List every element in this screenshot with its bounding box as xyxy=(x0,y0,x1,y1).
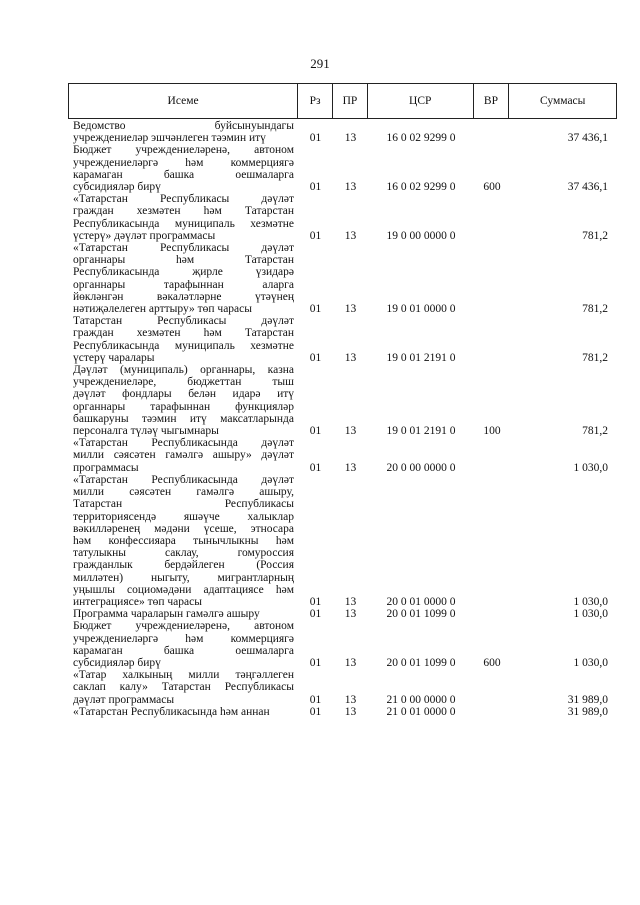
row-pr: 13 xyxy=(344,608,357,621)
row-name-line: субсидияләр бирү xyxy=(73,656,161,669)
row-sum: 1 030,0 xyxy=(573,656,608,669)
table-row xyxy=(68,437,617,474)
row-sum: 781,2 xyxy=(582,425,608,438)
row-rz: 01 xyxy=(309,705,322,718)
row-name-line: Республикасында җирле үзидарә xyxy=(73,266,294,279)
row-vr: 600 xyxy=(483,656,501,669)
row-name-line: саклап калу» Татарстан Республикасы xyxy=(73,681,294,694)
row-name-line: дәүләт программасы xyxy=(73,693,175,706)
row-name-line: нәтиҗәлелеген арттыру» төп чарасы xyxy=(73,303,252,316)
table-row xyxy=(68,315,617,364)
table-row xyxy=(68,120,617,144)
row-name-line: гражданлык бердәйлеген (Россия xyxy=(73,559,294,572)
row-name xyxy=(68,144,298,193)
row-name-line: «Татарстан Республикасында һәм аннан xyxy=(73,705,270,718)
row-name-line: Бюджет учреждениеләренә, автоном xyxy=(73,144,294,157)
row-csr: 20 0 01 1099 0 xyxy=(386,656,456,669)
row-name-line: Дәүләт (муниципаль) органнары, казна xyxy=(73,364,294,377)
table-row xyxy=(68,474,617,608)
table-row xyxy=(68,242,617,315)
row-rz: 01 xyxy=(309,425,322,438)
row-name-line: вәкилләренең мәдәни үсеше, этносара xyxy=(73,522,294,535)
row-rz: 01 xyxy=(309,181,322,194)
row-vr: 100 xyxy=(483,425,501,438)
row-sum: 781,2 xyxy=(582,351,608,364)
row-name-line: йөкләнгән вәкаләтләрне үтәүнең xyxy=(73,290,294,303)
row-name xyxy=(68,669,298,706)
row-sum: 1 030,0 xyxy=(573,608,608,621)
row-csr: 19 0 01 0000 0 xyxy=(386,303,456,316)
row-name xyxy=(68,706,298,718)
row-sum: 1 030,0 xyxy=(573,595,608,608)
row-name xyxy=(68,315,298,364)
row-name-line: граждан хезмәтен һәм Татарстан xyxy=(73,205,294,218)
row-name-line: уңышлы социомәдәни адаптациясе һәм xyxy=(73,583,294,596)
row-rz: 01 xyxy=(309,595,322,608)
row-name xyxy=(68,474,298,608)
header-sum: Суммасы xyxy=(539,95,586,107)
row-name-line: органнары һәм Татарстан xyxy=(73,254,294,267)
row-name-line: Татарстан Республикасы дәүләт xyxy=(73,315,294,328)
row-sum: 37 436,1 xyxy=(567,132,608,145)
row-name-line: органнары тарафыннан функцияләр xyxy=(73,400,294,413)
row-sum: 781,2 xyxy=(582,303,608,316)
row-name-line: татулыкны саклау, гомуроссия xyxy=(73,547,294,560)
row-sum: 1 030,0 xyxy=(573,461,608,474)
header-pr: ПР xyxy=(333,84,368,118)
row-csr: 19 0 01 2191 0 xyxy=(386,425,456,438)
row-name-line: милли сәясәтен гамәлгә ашыру» дәүләт xyxy=(73,449,294,462)
header-rz: Рз xyxy=(298,84,333,118)
row-sum: 37 436,1 xyxy=(567,181,608,194)
row-name-line: учреждениеләр эшчәнлеген тәэмин итү xyxy=(73,132,266,145)
row-pr: 13 xyxy=(344,425,357,438)
row-name xyxy=(68,120,298,144)
table-row xyxy=(68,144,617,193)
table-header xyxy=(68,83,617,119)
row-name-line: территориясендә яшәүче халыклар xyxy=(73,510,294,523)
row-name-line: персоналга түләү чыгымнары xyxy=(73,425,219,438)
header-vr: ВР xyxy=(474,84,510,118)
row-name xyxy=(68,620,298,669)
table-row xyxy=(68,620,617,669)
row-csr: 21 0 01 0000 0 xyxy=(386,705,456,718)
row-name-line: Республикасында муниципаль хезмәтне xyxy=(73,217,294,230)
row-name-line: Бюджет учреждениеләренә, автоном xyxy=(73,620,294,633)
row-name-line: «Татарстан Республикасында дәүләт xyxy=(73,437,294,450)
header-name: Исеме xyxy=(69,84,298,118)
row-name-line: милли сәясәтен гамәлгә ашыру, xyxy=(73,486,294,499)
row-name-line: дәүләт фондлары белән идарә итү xyxy=(73,388,294,401)
row-name-line: субсидияләр бирү xyxy=(73,181,161,194)
table-row xyxy=(68,193,617,242)
row-name-line: Республикасында муниципаль хезмәтне xyxy=(73,339,294,352)
row-csr: 16 0 02 9299 0 xyxy=(386,132,456,145)
row-csr: 21 0 00 0000 0 xyxy=(386,693,456,706)
row-pr: 13 xyxy=(344,229,357,242)
row-name xyxy=(68,193,298,242)
row-csr: 19 0 01 2191 0 xyxy=(386,351,456,364)
row-name-line: «Татарстан Республикасында дәүләт xyxy=(73,473,294,486)
row-name xyxy=(68,437,298,474)
row-csr: 20 0 01 0000 0 xyxy=(386,595,456,608)
row-name-line: «Татарстан Республикасы дәүләт xyxy=(73,242,294,255)
row-pr: 13 xyxy=(344,461,357,474)
row-rz: 01 xyxy=(309,608,322,621)
table-body xyxy=(68,120,617,718)
row-pr: 13 xyxy=(344,181,357,194)
row-rz: 01 xyxy=(309,693,322,706)
row-sum: 31 989,0 xyxy=(567,693,608,706)
row-name-line: Программа чараларын гамәлгә ашыру xyxy=(73,608,260,621)
row-sum: 781,2 xyxy=(582,229,608,242)
row-csr: 16 0 02 9299 0 xyxy=(386,181,456,194)
row-name xyxy=(68,608,298,620)
row-rz: 01 xyxy=(309,303,322,316)
row-vr: 600 xyxy=(483,181,501,194)
row-rz: 01 xyxy=(309,229,322,242)
row-name-line: карамаган башка оешмаларга xyxy=(73,168,294,181)
row-name-line: программасы xyxy=(73,461,139,474)
row-name-line: учреждениеләргә һәм коммерциягә xyxy=(73,632,294,645)
table-row xyxy=(68,669,617,706)
row-rz: 01 xyxy=(309,132,322,145)
row-rz: 01 xyxy=(309,351,322,364)
row-name-line: үстерү» дәүләт программасы xyxy=(73,229,216,242)
row-pr: 13 xyxy=(344,693,357,706)
row-rz: 01 xyxy=(309,461,322,474)
row-name-line: граждан хезмәтен һәм Татарстан xyxy=(73,327,294,340)
table-row xyxy=(68,364,617,437)
row-name-line: милләтен) ныгыту, мигрантларның xyxy=(73,571,294,584)
row-name-line: «Татарстан Республикасы дәүләт xyxy=(73,193,294,206)
header-csr: ЦСР xyxy=(368,84,474,118)
row-pr: 13 xyxy=(344,351,357,364)
row-pr: 13 xyxy=(344,705,357,718)
row-name-line: интеграциясе» төп чарасы xyxy=(73,595,202,608)
row-name-line: органнары тарафыннан аларга xyxy=(73,278,294,291)
row-name-line: учреждениеләре, бюджеттан тыш xyxy=(73,376,294,389)
row-name xyxy=(68,242,298,315)
row-name-line: үстерү чаралары xyxy=(73,351,155,364)
row-csr: 19 0 00 0000 0 xyxy=(386,229,456,242)
row-pr: 13 xyxy=(344,303,357,316)
table-row xyxy=(68,608,617,620)
row-name-line: Татарстан Республикасы xyxy=(73,498,294,511)
row-rz: 01 xyxy=(309,656,322,669)
row-name-line: башкаруны тәэмин итү максатларында xyxy=(73,412,294,425)
row-name xyxy=(68,364,298,437)
table-row xyxy=(68,706,617,718)
row-name-line: Ведомство буйсынуындагы xyxy=(73,120,294,132)
row-name-line: карамаган башка оешмаларга xyxy=(73,644,294,657)
row-csr: 20 0 01 1099 0 xyxy=(386,608,456,621)
row-name-line: «Татар халкының милли тәңгәллеген xyxy=(73,669,294,682)
row-sum: 31 989,0 xyxy=(567,705,608,718)
row-pr: 13 xyxy=(344,132,357,145)
row-name-line: һәм конфессияара тынычлыкны һәм xyxy=(73,534,294,547)
row-pr: 13 xyxy=(344,595,357,608)
page-number: 291 xyxy=(310,56,330,71)
row-name-line: учреждениеләргә һәм коммерциягә xyxy=(73,156,294,169)
row-csr: 20 0 00 0000 0 xyxy=(386,461,456,474)
row-pr: 13 xyxy=(344,656,357,669)
